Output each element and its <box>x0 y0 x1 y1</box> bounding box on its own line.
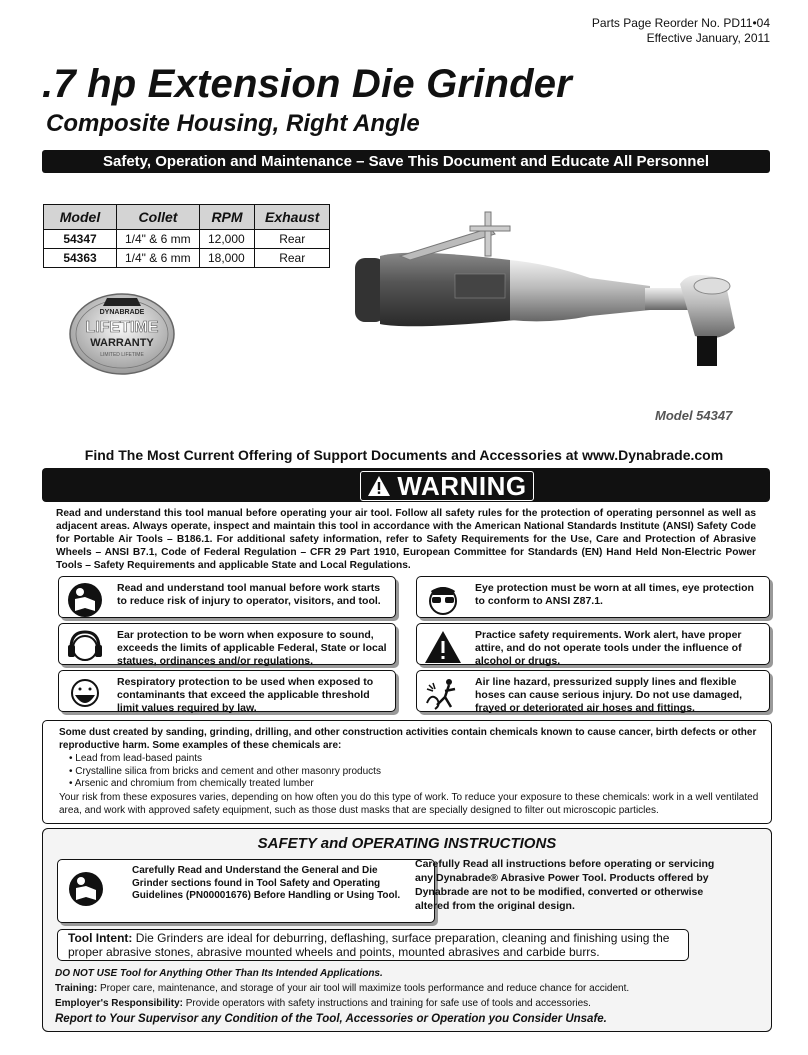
safety-box-text: Practice safety requirements. Work alert, have proper attire, and do not operate tools under the influence of alcohol or drugs. <box>475 629 742 667</box>
training-text: Proper care, maintenance, and storage of your air tool will maximize tools performance and reduce chance for accident. <box>100 983 630 994</box>
svg-text:WARRANTY: WARRANTY <box>90 337 154 349</box>
table-cell: 54363 <box>44 249 117 268</box>
careful-read-servicing: Carefully Read all instructions before operating or servicing any Dynabrade® Abrasive Power Tool. Products offered by Dynabrade are not to be modified, converted or otherwise altered from the original design. <box>415 858 715 912</box>
dust-chemical-list <box>69 753 381 791</box>
safety-box-text: Read and understand tool manual before work starts to reduce risk of injury to operator, visitors, and tool. <box>117 582 381 607</box>
respirator-icon <box>65 675 105 713</box>
tool-intent-text: Die Grinders are ideal for deburring, deflashing, surface preparation, cleaning and finishing using the proper abrasive stones, abrasive mounted wheels and points, mounted abrasives and carbide burrs. <box>68 931 670 959</box>
ear-protection-icon <box>65 628 105 666</box>
do-not-use-text: DO NOT USE Tool for Anything Other Than Its Intended Applications. <box>55 968 383 979</box>
table-cell: Rear <box>255 230 330 249</box>
svg-text:LIMITED LIFETIME: LIMITED LIFETIME <box>100 352 144 358</box>
air-hose-hazard-icon <box>423 675 463 713</box>
training-line <box>55 982 755 995</box>
warning-label <box>360 471 534 501</box>
safety-box-ear <box>58 623 396 665</box>
reorder-info <box>592 16 770 46</box>
reorder-number: Parts Page Reorder No. PD11•04 <box>591 16 770 30</box>
safety-box-read-manual <box>58 576 396 618</box>
lifetime-warranty-badge <box>67 290 177 375</box>
report-text: Report to Your Supervisor any Condition of the Tool, Accessories or Operation you Consider Unsafe. <box>55 1013 607 1025</box>
safety-box-text: Respiratory protection to be used when exposed to contaminants that exceed the applicable threshold limit values required by law. <box>117 676 374 714</box>
table-cell: 1/4" & 6 mm <box>117 249 200 268</box>
safety-box-respirator <box>58 670 396 712</box>
caution-triangle-icon <box>423 628 463 666</box>
employer-line <box>55 997 755 1010</box>
table-row <box>44 230 330 249</box>
list-item: • Arsenic and chromium from chemically treated lumber <box>69 778 381 791</box>
page-subtitle: Composite Housing, Right Angle <box>46 110 420 137</box>
dust-warning-box <box>42 720 772 824</box>
safety-banner: Safety, Operation and Maintenance – Save This Document and Educate All Personnel <box>42 150 770 173</box>
tool-intent-box <box>57 929 689 961</box>
safety-box-eye <box>416 576 770 618</box>
warning-intro: Read and understand this tool manual before operating your air tool. Follow all safety rules for the protection of operating personnel as well as adjacent areas. Always operate, inspect and maintain this tool in accordance with the American National Standards Institute (ANSI) Safety Code for Portable Air Tools – B186.1. For additional safety information, refer to Safety Requirements for the Use, Care and Protection of Abrasive Wheels – ANSI B7.1, Code of Federal Regulation – CFR 29 Part 1910, European Committee for Standards (EN) Hand Held Non-Electric Power Tools – Safety Requirements and applicable State and Local Regulations. <box>56 508 756 571</box>
tool-intent-content <box>68 931 682 959</box>
effective-date: Effective January, 2011 <box>646 31 770 45</box>
employer-text: Provide operators with safety instructions and training for safe use of tools and accessories. <box>185 998 591 1009</box>
section-heading: SAFETY and OPERATING INSTRUCTIONS <box>257 835 557 852</box>
support-link-text: Find The Most Current Offering of Support Documents and Accessories at www.Dynabrade.com <box>84 447 724 463</box>
model-table <box>43 204 330 268</box>
tool-caption: Model 54347 <box>655 408 733 423</box>
safety-instructions-section <box>42 828 772 1032</box>
dust-intro: Some dust created by sanding, grinding, drilling, and other construction activities contain chemicals known to cause cancer, birth defects or other reproductive harm. Some examples of these chemicals are: <box>59 727 757 751</box>
warning-triangle-icon <box>367 475 391 497</box>
employer-label: Employer's Responsibility: <box>55 998 183 1009</box>
page-title: .7 hp Extension Die Grinder <box>42 62 572 106</box>
table-cell: 12,000 <box>200 230 255 249</box>
svg-text:DYNABRADE: DYNABRADE <box>99 309 145 316</box>
read-manual-icon <box>65 581 105 619</box>
die-grinder-photo <box>350 208 750 388</box>
table-header-row <box>44 205 330 230</box>
table-cell: 18,000 <box>200 249 255 268</box>
safety-box-air-hose <box>416 670 770 712</box>
column-header: Exhaust <box>255 205 330 230</box>
safety-box-text: Ear protection to be worn when exposure to sound, exceeds the limits of applicable Federal, State or local statues, ordinances and/or regulations. <box>117 629 387 667</box>
list-item: • Crystalline silica from bricks and cement and other masonry products <box>69 766 381 779</box>
table-cell: 1/4" & 6 mm <box>117 230 200 249</box>
column-header: Collet <box>117 205 200 230</box>
list-item: • Lead from lead-based paints <box>69 753 381 766</box>
training-label: Training: <box>55 983 98 994</box>
dust-outro: Your risk from these exposures varies, depending on how often you do this type of work. To reduce your exposure to these chemicals: work in a well ventilated area, and work with approved safety equipment, such as those dust masks that are specially designed to filter out microscopic particles. <box>59 792 759 816</box>
careful-read-text: Carefully Read and Understand the General and Die Grinder sections found in Tool Safety and Operating Guidelines (PN00001676) Before Handling or Using Tool. <box>132 865 401 901</box>
safety-box-caution <box>416 623 770 665</box>
safety-box-text: Air line hazard, pressurized supply lines and flexible hoses can cause serious injury. Do not use damaged, frayed or deteriorated air hoses and fittings. <box>475 676 743 714</box>
table-cell: 54347 <box>44 230 117 249</box>
safety-box-text: Eye protection must be worn at all times, eye protection to conform to ANSI Z87.1. <box>475 582 754 607</box>
eye-protection-icon <box>423 581 463 619</box>
warning-banner <box>42 468 770 502</box>
table-row <box>44 249 330 268</box>
svg-text:LIFETIME: LIFETIME <box>85 319 159 336</box>
column-header: Model <box>44 205 117 230</box>
careful-read-box <box>57 859 435 923</box>
column-header: RPM <box>200 205 255 230</box>
table-cell: Rear <box>255 249 330 268</box>
read-manual-icon <box>66 870 106 908</box>
tool-intent-label: Tool Intent: <box>68 931 133 945</box>
warning-text: WARNING <box>397 470 527 501</box>
